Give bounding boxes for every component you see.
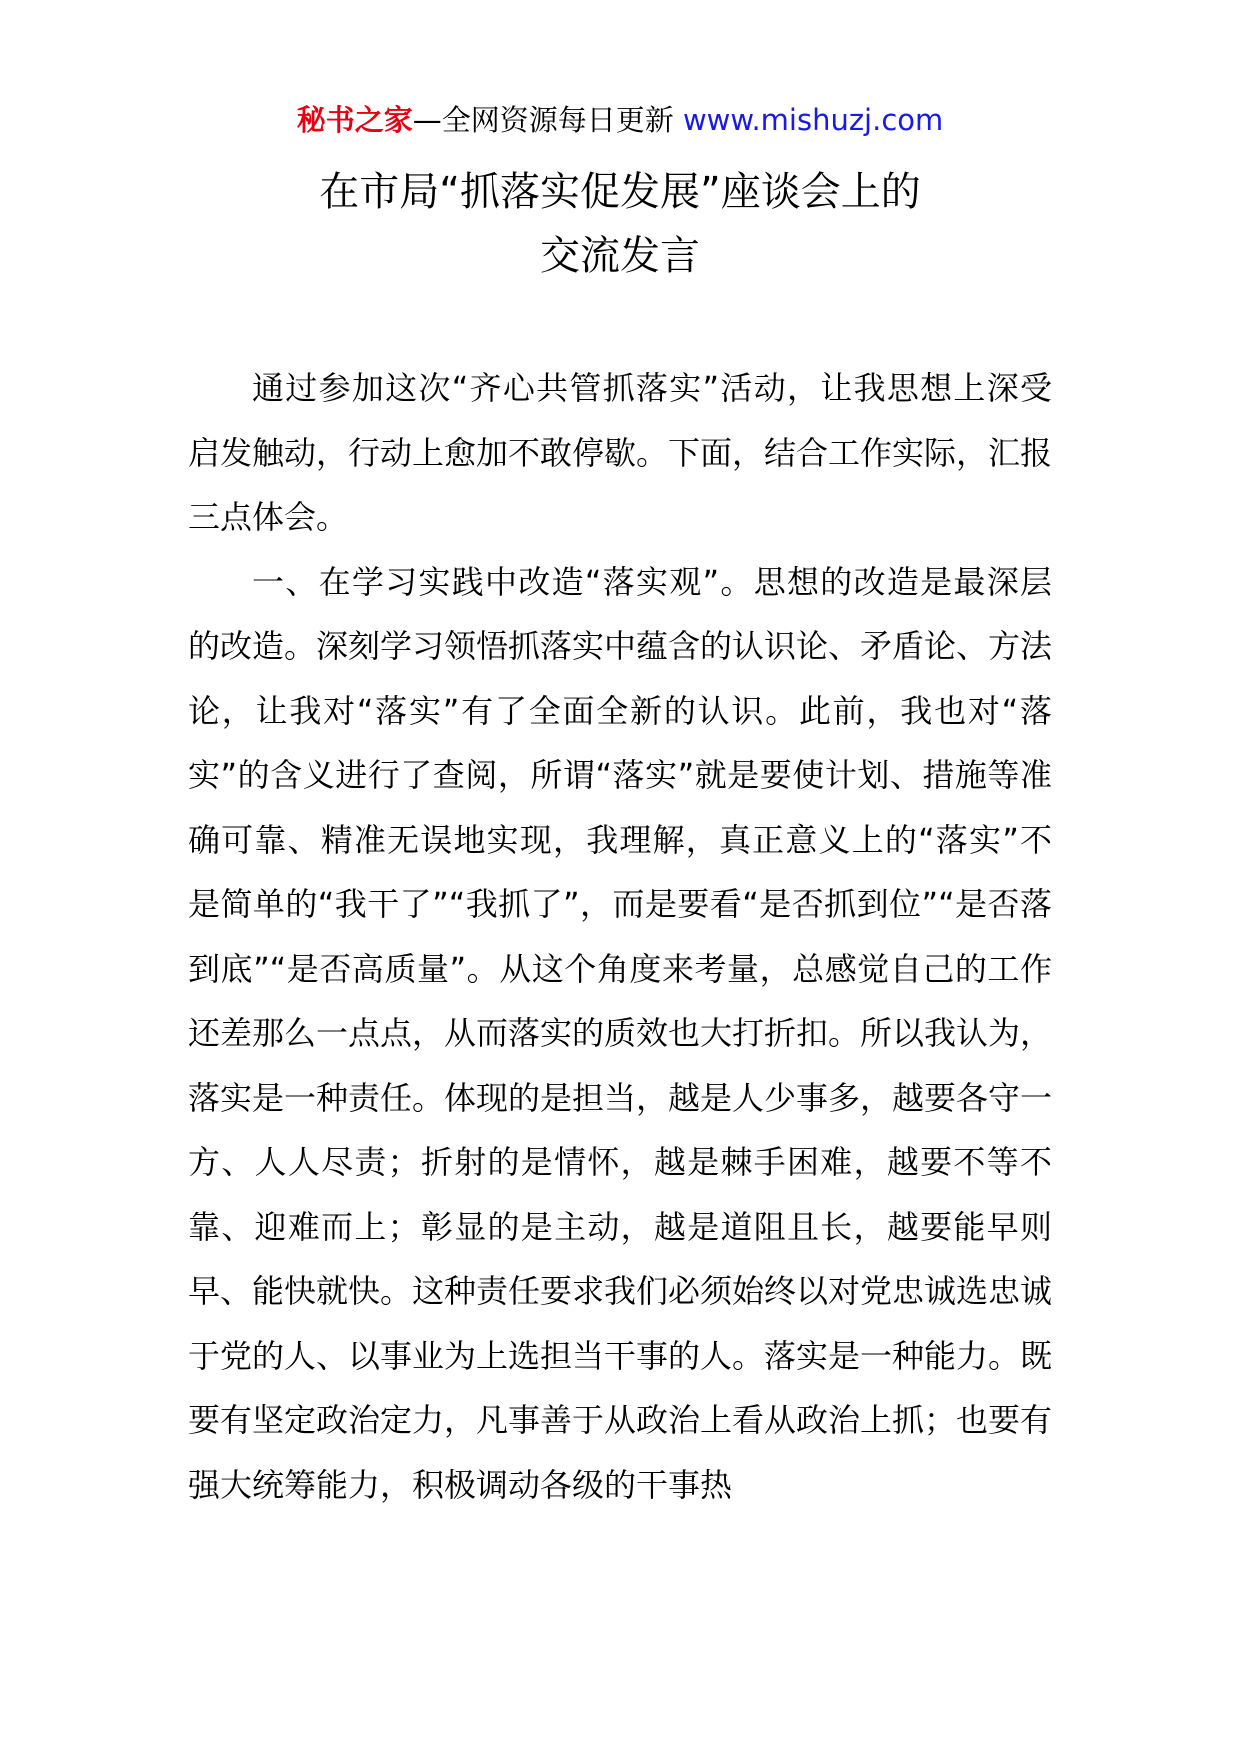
- title-line-2: 交流发言: [540, 233, 700, 279]
- header-tagline: —全网资源每日更新: [412, 103, 683, 137]
- paragraph-intro: 通过参加这次“齐心共管抓落实”活动，让我思想上深受启发触动，行动上愈加不敢停歇。下面，结合工作实际，汇报三点体会。: [188, 369, 1053, 536]
- site-header: [0, 100, 1240, 140]
- title-line-1: 在市局“抓落实促发展”座谈会上的: [319, 169, 921, 215]
- brand-name: 秘书之家: [296, 103, 413, 137]
- document-title: [0, 160, 1240, 288]
- document-body: [188, 356, 1052, 1517]
- site-link[interactable]: www.mishuzj.com: [682, 103, 944, 137]
- paragraph-section-1: 一、在学习实践中改造“落实观”。思想的改造是最深层的改造。深刻学习领悟抓落实中蕴含的认识论、矛盾论、方法论，让我对“落实”有了全面全新的认识。此前，我也对“落实”的含义进行了查阅，所谓“落实”就是要使计划、措施等准确可靠、精准无误地实现，我理解，真正意义上的“落实”不是简单的“我干了”“我抓了”，而是要看“是否抓到位”“是否落到底”“是否高质量”。从这个角度来考量，总感觉自己的工作还差那么一点点，从而落实的质效也大打折扣。所以我认为，落实是一种责任。体现的是担当，越是人少事多，越要各守一方、人人尽责；折射的是情怀，越是棘手困难，越要不等不靠、迎难而上；彰显的是主动，越是道阻且长，越要能早则早、能快就快。这种责任要求我们必须始终以对党忠诚选忠诚于党的人、以事业为上选担当干事的人。落实是一种能力。既要有坚定政治定力，凡事善于从政治上看从政治上抓；也要有强大统筹能力，积极调动各级的干事热: [188, 562, 1053, 1504]
